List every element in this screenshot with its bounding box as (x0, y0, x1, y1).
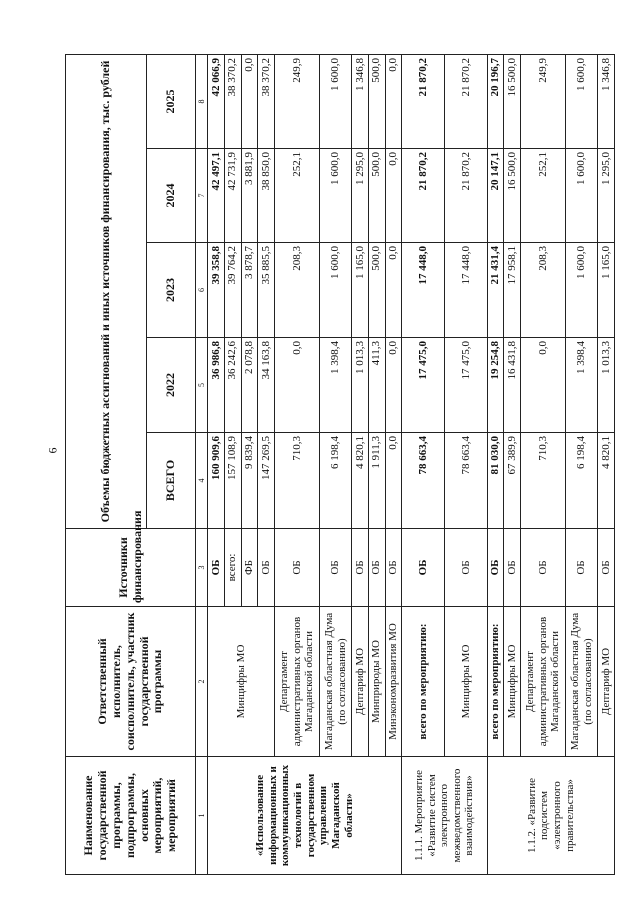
table-row (319, 55, 351, 875)
value-cell: 1 165,0 (598, 243, 615, 338)
source-cell: ОБ (258, 529, 275, 607)
value-cell: 1 295,0 (598, 149, 615, 243)
value-cell: 38 370,2 (258, 55, 275, 149)
header-executor: Ответственный исполнитель, соисполнитель, участник государственной программы (66, 607, 196, 757)
executor-cell: Департамент административных органов Магаданской области (521, 607, 566, 757)
program-name: «Использование информационных и коммуникационных технологий в государственном управлении Магаданской области» (208, 757, 402, 875)
financing-document (65, 55, 615, 875)
value-cell: 16 431,8 (504, 338, 521, 433)
source-cell: ОБ (385, 529, 402, 607)
index-cell: 7 (196, 149, 208, 243)
table-row (444, 55, 487, 875)
value-cell: 42 497,1 (208, 149, 225, 243)
table-row (487, 55, 504, 875)
value-cell: 157 108,9 (224, 433, 241, 529)
header-year: 2024 (147, 149, 196, 243)
value-cell: 42 731,9 (224, 149, 241, 243)
header-year: 2022 (147, 338, 196, 433)
value-cell: 1 165,0 (352, 243, 369, 338)
value-cell: 500,0 (368, 149, 385, 243)
source-cell: ОБ (208, 529, 225, 607)
source-cell: ФБ (241, 529, 258, 607)
value-cell: 147 269,5 (258, 433, 275, 529)
value-cell: 1 600,0 (319, 243, 351, 338)
value-cell: 1 600,0 (566, 55, 598, 149)
value-cell: 1 295,0 (352, 149, 369, 243)
value-cell: 208,3 (521, 243, 566, 338)
value-cell: 6 198,4 (319, 433, 351, 529)
value-cell: 252,1 (275, 149, 320, 243)
value-cell: 36 242,6 (224, 338, 241, 433)
value-cell: 38 850,0 (258, 149, 275, 243)
value-cell: 0,0 (385, 149, 402, 243)
total-label: всего по мероприятию: (487, 607, 504, 757)
index-cell: 1 (196, 757, 208, 875)
value-cell: 160 909,6 (208, 433, 225, 529)
executor-cell: Минцифры МО (444, 607, 487, 757)
value-cell: 0,0 (385, 433, 402, 529)
header-name: Наименование государственной программы, подпрограммы, основных мероприятий, мероприятий (66, 757, 196, 875)
value-cell: 34 163,8 (258, 338, 275, 433)
value-cell: 21 870,2 (444, 55, 487, 149)
financing-table (65, 54, 615, 875)
value-cell: 500,0 (368, 243, 385, 338)
table-row (385, 55, 402, 875)
header-source: Источники финансирования (66, 529, 196, 607)
measure-name: 1.1.1. Мероприятие «Развитие систем электронного межведомственного взаимодействия» (402, 757, 488, 875)
value-cell: 1 013,3 (352, 338, 369, 433)
index-cell: 2 (196, 607, 208, 757)
value-cell: 17 958,1 (504, 243, 521, 338)
index-cell: 6 (196, 243, 208, 338)
source-cell: ОБ (402, 529, 445, 607)
value-cell: 17 448,0 (402, 243, 445, 338)
value-cell: 78 663,4 (402, 433, 445, 529)
table-row (275, 55, 320, 875)
total-label: всего по мероприятию: (402, 607, 445, 757)
value-cell: 500,0 (368, 55, 385, 149)
value-cell: 710,3 (521, 433, 566, 529)
value-cell: 1 600,0 (319, 55, 351, 149)
executor-cell: Минцифры МО (504, 607, 521, 757)
value-cell: 6 198,4 (566, 433, 598, 529)
source-cell: ОБ (487, 529, 504, 607)
index-row (196, 55, 208, 875)
executor-cell: Магаданская областная Дума (по согласованию) (566, 607, 598, 757)
source-cell: ОБ (368, 529, 385, 607)
value-cell: 3 881,9 (241, 149, 258, 243)
value-cell: 0,0 (275, 338, 320, 433)
value-cell: 21 870,2 (402, 149, 445, 243)
value-cell: 208,3 (275, 243, 320, 338)
value-cell: 710,3 (275, 433, 320, 529)
table-row (208, 55, 225, 875)
value-cell: 1 398,4 (566, 338, 598, 433)
value-cell: 1 346,8 (598, 55, 615, 149)
executor-cell: Департамент административных органов Магаданской области (275, 607, 320, 757)
value-cell: 1 346,8 (352, 55, 369, 149)
value-cell: 1 600,0 (566, 149, 598, 243)
value-cell: 0,0 (241, 55, 258, 149)
value-cell: 21 870,2 (402, 55, 445, 149)
header-year: 2025 (147, 55, 196, 149)
value-cell: 38 370,2 (224, 55, 241, 149)
table-row (402, 55, 445, 875)
executor-cell: Дептариф МО (352, 607, 369, 757)
header-year-total: ВСЕГО (147, 433, 196, 529)
value-cell: 1 600,0 (566, 243, 598, 338)
value-cell: 0,0 (385, 243, 402, 338)
value-cell: 81 030,0 (487, 433, 504, 529)
header-year: 2023 (147, 243, 196, 338)
value-cell: 20 147,1 (487, 149, 504, 243)
value-cell: 249,9 (275, 55, 320, 149)
value-cell: 67 389,9 (504, 433, 521, 529)
value-cell: 9 839,4 (241, 433, 258, 529)
source-cell: ОБ (521, 529, 566, 607)
value-cell: 411,3 (368, 338, 385, 433)
value-cell: 1 911,3 (368, 433, 385, 529)
page-number: 6 (45, 447, 60, 454)
value-cell: 20 196,7 (487, 55, 504, 149)
value-cell: 17 475,0 (444, 338, 487, 433)
index-cell: 5 (196, 338, 208, 433)
value-cell: 39 764,2 (224, 243, 241, 338)
value-cell: 17 448,0 (444, 243, 487, 338)
index-cell: 3 (196, 529, 208, 607)
value-cell: 4 820,1 (352, 433, 369, 529)
value-cell: 16 500,0 (504, 149, 521, 243)
total-label: всего: (224, 529, 241, 607)
table-row (598, 55, 615, 875)
header-row (66, 55, 147, 875)
value-cell: 16 500,0 (504, 55, 521, 149)
index-cell: 4 (196, 433, 208, 529)
measure-name: 1.1.2. «Развитие подсистем «электронного правительства» (487, 757, 614, 875)
value-cell: 17 475,0 (402, 338, 445, 433)
value-cell: 21 431,4 (487, 243, 504, 338)
value-cell: 19 254,8 (487, 338, 504, 433)
value-cell: 39 358,8 (208, 243, 225, 338)
table-row (566, 55, 598, 875)
table-row (352, 55, 369, 875)
program-ministry: Минцифры МО (208, 607, 275, 757)
value-cell: 0,0 (521, 338, 566, 433)
value-cell: 0,0 (385, 55, 402, 149)
value-cell: 21 870,2 (444, 149, 487, 243)
value-cell: 35 885,5 (258, 243, 275, 338)
executor-cell: Минэкономразвития МО (385, 607, 402, 757)
value-cell: 0,0 (385, 338, 402, 433)
value-cell: 2 078,8 (241, 338, 258, 433)
header-volumes: Объемы бюджетных ассигнований и иных источников финансирования, тыс. рублей (66, 55, 147, 529)
value-cell: 3 878,7 (241, 243, 258, 338)
table-row (368, 55, 385, 875)
value-cell: 1 398,4 (319, 338, 351, 433)
value-cell: 36 986,8 (208, 338, 225, 433)
executor-cell: Минприроды МО (368, 607, 385, 757)
index-cell: 8 (196, 55, 208, 149)
value-cell: 1 013,3 (598, 338, 615, 433)
source-cell: ОБ (598, 529, 615, 607)
source-cell: ОБ (275, 529, 320, 607)
source-cell: ОБ (444, 529, 487, 607)
value-cell: 252,1 (521, 149, 566, 243)
value-cell: 42 066,9 (208, 55, 225, 149)
table-row (504, 55, 521, 875)
source-cell: ОБ (504, 529, 521, 607)
source-cell: ОБ (352, 529, 369, 607)
table-row (521, 55, 566, 875)
executor-cell: Дептариф МО (598, 607, 615, 757)
source-cell: ОБ (566, 529, 598, 607)
value-cell: 4 820,1 (598, 433, 615, 529)
value-cell: 78 663,4 (444, 433, 487, 529)
value-cell: 249,9 (521, 55, 566, 149)
source-cell: ОБ (319, 529, 351, 607)
executor-cell: Магаданская областная Дума (по согласованию) (319, 607, 351, 757)
value-cell: 1 600,0 (319, 149, 351, 243)
